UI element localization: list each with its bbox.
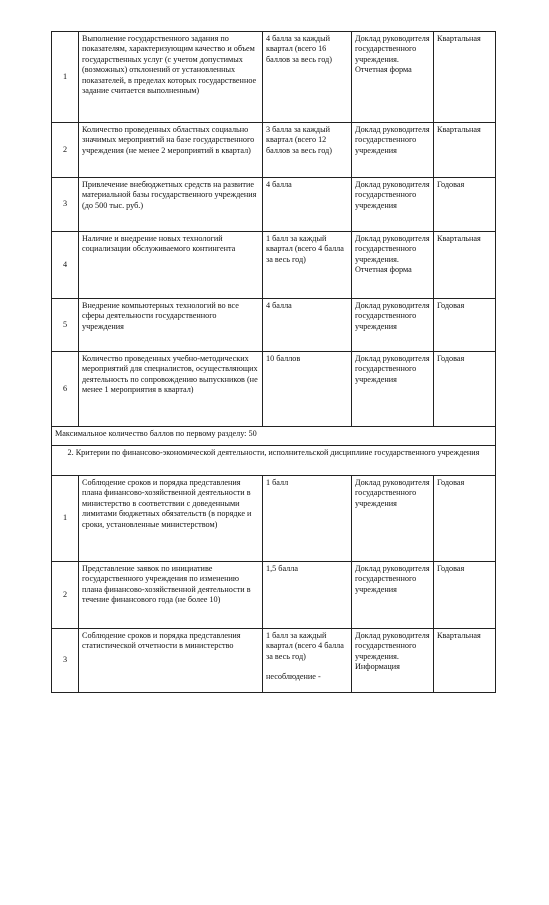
table-row — [52, 32, 496, 123]
row-number: 2 — [52, 562, 79, 629]
table-row — [52, 299, 496, 352]
criterion-text: Соблюдение сроков и порядка представления статистической отчетности в министерство — [79, 629, 263, 693]
score-cell — [263, 629, 352, 693]
row-number: 5 — [52, 299, 79, 352]
score-text: 1 балл за каждый квартал (всего 4 балла за весь год) — [263, 232, 352, 299]
report-form-text: Доклад руководителя государственного учреждения. Информация — [352, 629, 434, 693]
report-form-text: Доклад руководителя государственного учреждения — [352, 123, 434, 178]
table-row — [52, 232, 496, 299]
row-number: 3 — [52, 178, 79, 232]
table-row — [52, 352, 496, 427]
score-text: 1 балл за каждый квартал (всего 4 балла за весь год) — [266, 631, 344, 661]
periodicity-text: Квартальная — [434, 232, 496, 299]
criterion-text: Наличие и внедрение новых технологий социализации обслуживаемого контингента — [79, 232, 263, 299]
spacer — [266, 662, 348, 672]
periodicity-text: Годовая — [434, 178, 496, 232]
score-text: 1 балл — [263, 476, 352, 562]
criterion-text: Количество проведенных учебно-методических мероприятий для специалистов, осуществляющих деятельность по сопровождению выпускников (не менее 1 мероприятия в квартал) — [79, 352, 263, 427]
table-row — [52, 476, 496, 562]
report-form-text: Доклад руководителя государственного учреждения — [352, 476, 434, 562]
table-row — [52, 123, 496, 178]
report-form-text: Доклад руководителя государственного учреждения — [352, 352, 434, 427]
periodicity-text: Годовая — [434, 562, 496, 629]
criterion-text: Соблюдение сроков и порядка представления плана финансово-хозяйственной деятельности в министерство в соответствии с доведенными лимитами бюджетных обязательств (в порядке и сроки, установленные министерством) — [79, 476, 263, 562]
criterion-text: Количество проведенных областных социально значимых мероприятий на базе государственного учреждения (не менее 2 мероприятий в квартал) — [79, 123, 263, 178]
table-row — [52, 562, 496, 629]
section-2-title: 2. Критерии по финансово-экономической деятельности, исполнительской дисциплине государственного учреждения — [52, 446, 496, 476]
row-number: 2 — [52, 123, 79, 178]
criterion-text: Внедрение компьютерных технологий во все сферы деятельности государственного учреждения — [79, 299, 263, 352]
score-text: 10 баллов — [263, 352, 352, 427]
summary-row — [52, 427, 496, 446]
score-text: 3 балла за каждый квартал (всего 12 баллов за весь год) — [263, 123, 352, 178]
table-row — [52, 629, 496, 693]
max-score-line: Максимальное количество баллов по первому разделу: 50 — [52, 427, 496, 446]
periodicity-text: Квартальная — [434, 629, 496, 693]
row-number: 3 — [52, 629, 79, 693]
row-number: 1 — [52, 476, 79, 562]
periodicity-text: Годовая — [434, 476, 496, 562]
criteria-table — [51, 31, 496, 693]
score-text: 4 балла — [263, 178, 352, 232]
score-text: 1,5 балла — [263, 562, 352, 629]
row-number: 4 — [52, 232, 79, 299]
report-form-text: Доклад руководителя государственного учреждения. Отчетная форма — [352, 32, 434, 123]
periodicity-text: Годовая — [434, 299, 496, 352]
periodicity-text: Годовая — [434, 352, 496, 427]
periodicity-text: Квартальная — [434, 32, 496, 123]
report-form-text: Доклад руководителя государственного учреждения. Отчетная форма — [352, 232, 434, 299]
criterion-text: Привлечение внебюджетных средств на развитие материальной базы государственного учреждения (до 500 тыс. руб.) — [79, 178, 263, 232]
criterion-text: Выполнение государственного задания по показателям, характеризующим качество и объем государственных услуг (с учетом допустимых (возможных) отклонений от установленных показателей, в пределах которых государственное задание считается выполненным) — [79, 32, 263, 123]
score-text: 4 балла за каждый квартал (всего 16 баллов за весь год) — [263, 32, 352, 123]
report-form-text: Доклад руководителя государственного учреждения — [352, 562, 434, 629]
section-header-row — [52, 446, 496, 476]
score-extra-text: несоблюдение - — [266, 672, 321, 682]
table-row — [52, 178, 496, 232]
criterion-text: Представление заявок по инициативе государственного учреждения по изменению плана финансово-хозяйственной деятельности в течение финансового года (не более 10) — [79, 562, 263, 629]
report-form-text: Доклад руководителя государственного учреждения — [352, 178, 434, 232]
periodicity-text: Квартальная — [434, 123, 496, 178]
report-form-text: Доклад руководителя государственного учреждения — [352, 299, 434, 352]
score-text: 4 балла — [263, 299, 352, 352]
row-number: 1 — [52, 32, 79, 123]
row-number: 6 — [52, 352, 79, 427]
